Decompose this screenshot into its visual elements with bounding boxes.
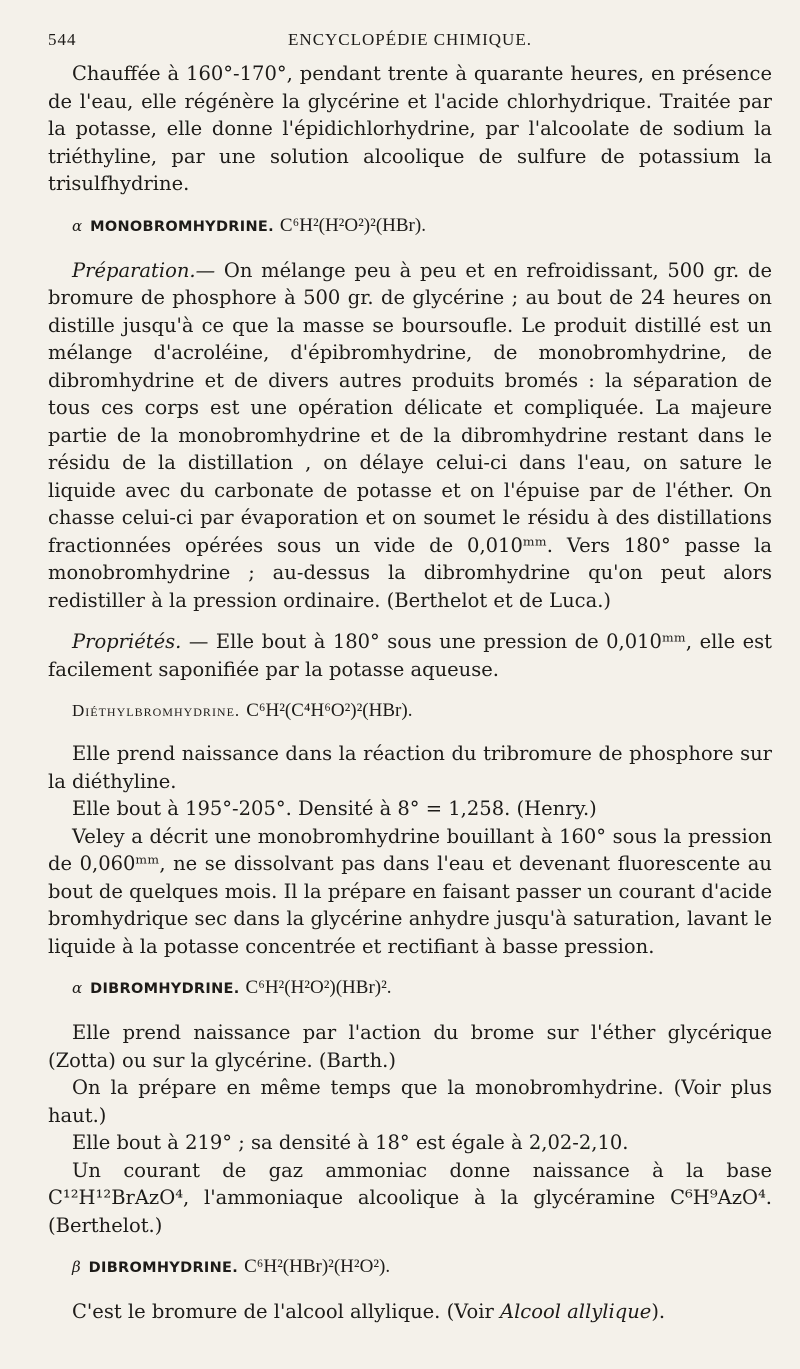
paragraph: Elle bout à 195°-205°. Densité à 8° = 1,258. (Henry.)	[72, 797, 597, 820]
paragraph: On la prépare en même temps que la monobromhydrine. (Voir plus haut.)	[48, 1076, 772, 1127]
heading-alpha-dibromhydrine	[48, 974, 772, 1003]
text-preparation: On mélange peu à peu et en refroidissant, 500 gr. de bromure de phosphore à 500 gr. de glycérine ; au bout de 24 heures on distille jusqu'à ce que la masse se boursoufle. Le produit distillé est un mélange d'acroléine, d'épibromhydrine, de monobromhydrine, de dibromhydrine et de divers autres produits bromés : la séparation de tous ces corps est une opération délicate et compliquée. La majeure partie de la monobromhydrine et de la dibromhydrine restant dans le résidu de la distillation , on délaye celui-ci dans l'eau, on sature le liquide avec du carbonate de potasse et on l'épuise par de l'éther. On chasse celui-ci par évaporation et on soumet le résidu à des distillations fractionnées opérées sous un vide de 0,010ᵐᵐ. Vers 180° passe la monobromhydrine ; au-dessus la dibromhydrine qu'on peut alors redistiller à la pression ordinaire. (Berthelot et de Luca.)	[48, 258, 772, 612]
alpha-symbol: α	[72, 216, 83, 235]
text-properties: — Elle bout à 180° sous une pression de 0,010ᵐᵐ, elle est facilement saponifiée par la potasse aqueuse.	[48, 630, 772, 681]
paragraph: Elle bout à 219° ; sa densité à 18° est égale à 2,02-2,10.	[72, 1131, 629, 1154]
page	[48, 26, 772, 1326]
compound-formula: C⁶H²(HBr)²(H²O²).	[244, 1256, 391, 1277]
compound-name: Diéthylbromhydrine.	[72, 701, 241, 720]
heading-beta-dibromhydrine	[48, 1253, 772, 1282]
text-allyl: C'est le bromure de l'alcool allylique. (Voir	[72, 1300, 500, 1323]
label-properties: Propriétés.	[72, 630, 182, 653]
compound-formula: C⁶H²(H²O²)(HBr)².	[245, 977, 392, 998]
paragraph: Un courant de gaz ammoniac donne naissance à la base C¹²H¹²BrAzO⁴, l'ammoniaque alcoolique à la glycéramine C⁶H⁹AzO⁴. (Berthelot.)	[48, 1158, 772, 1237]
compound-formula: C⁶H²(C⁴H⁶O²)²(HBr).	[246, 700, 413, 721]
heading-diethylbromhydrine	[48, 697, 772, 724]
compound-name: DIBROMHYDRINE.	[90, 981, 240, 997]
compound-name: MONOBROMHYDRINE.	[90, 218, 274, 235]
label-preparation: Préparation.—	[72, 258, 216, 282]
running-title: ENCYCLOPÉDIE CHIMIQUE.	[288, 30, 532, 49]
paragraph-properties	[48, 628, 772, 683]
paragraph-preparation	[48, 257, 772, 615]
paragraph-intro: Chauffée à 160°-170°, pendant trente à quarante heures, en présence de l'eau, elle régénère la glycérine et l'acide chlorhydrique. Traitée par la potasse, elle donne l'épidichlorhydrine, par l'alcoolate de sodium la triéthyline, par une solution alcoolique de sulfure de potassium la trisulfhydrine.	[48, 62, 772, 195]
running-head	[48, 26, 772, 60]
reference-alcool-allylique: Alcool allylique	[499, 1300, 652, 1323]
paragraph: Veley a décrit une monobromhydrine bouillant à 160° sous la pression de 0,060ᵐᵐ, ne se dissolvant pas dans l'eau et devenant fluorescente au bout de quelques mois. Il la prépare en faisant passer un courant d'acide bromhydrique sec dans la glycérine anhydre jusqu'à saturation, lavant le liquide à la potasse concentrée et rectifiant à basse pression.	[48, 824, 772, 958]
text-allyl-end: ).	[651, 1300, 666, 1323]
page-number: 544	[48, 30, 77, 49]
compound-name: DIBROMHYDRINE.	[88, 1260, 239, 1276]
compound-formula: C⁶H²(H²O²)²(HBr).	[279, 214, 426, 236]
paragraph: Elle prend naissance par l'action du brome sur l'éther glycérique (Zotta) ou sur la glycérine. (Barth.)	[48, 1021, 772, 1072]
alpha-symbol: α	[72, 979, 83, 997]
beta-symbol: β	[72, 1258, 81, 1276]
heading-monobromhydrine	[48, 212, 772, 241]
paragraph-allyl	[48, 1298, 772, 1326]
paragraph: Elle prend naissance dans la réaction du tribromure de phosphore sur la diéthyline.	[48, 742, 772, 793]
